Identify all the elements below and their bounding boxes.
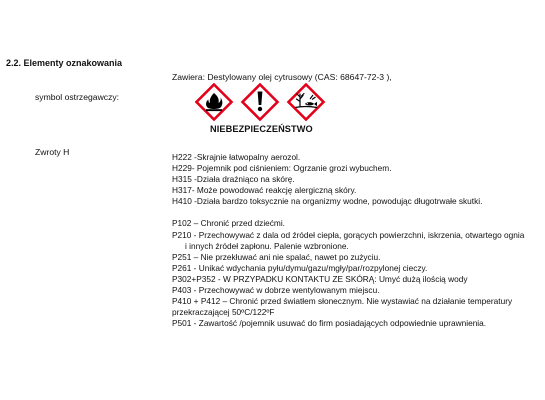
p-statement: P102 – Chronić przed dziećmi.: [172, 218, 285, 229]
ghs-pictograms: [195, 83, 335, 121]
signal-word: NIEBEZPIECZEŃSTWO: [210, 124, 313, 134]
p-statement: i innych źródeł zapłonu. Palenie wzbronione.: [185, 240, 349, 251]
flame-pictogram-icon: [197, 85, 232, 120]
h-statement: H229- Pojemnik pod ciśnieniem: Ogrzanie grozi wybuchem.: [172, 163, 392, 174]
p-statement: P251 – Nie przekłuwać ani nie spalać, nawet po zużyciu.: [172, 251, 381, 262]
p-statement: przekraczającej 50ºC/122ºF: [172, 307, 275, 318]
p-statement: P302+P352 - W PRZYPADKU KONTAKTU ZE SKÓRĄ: Umyć dużą ilością wody: [172, 273, 468, 284]
p-statement: P501 - Zawartość /pojemnik usuwać do firm posiadających odpowiednie uprawnienia.: [172, 318, 487, 329]
exclamation-pictogram-icon: [243, 85, 278, 120]
h-statement: H317- Może powodować reakcję alergiczną skóry.: [172, 185, 357, 196]
p-statement: P410 + P412 – Chronić przed światłem słonecznym. Nie wystawiać na działanie temperatury: [172, 296, 513, 307]
environment-pictogram-icon: [289, 85, 324, 120]
h-statement: H315 -Działa drażniąco na skórę.: [172, 174, 295, 185]
statements-block: [172, 152, 542, 329]
section-title: 2.2. Elementy oznakowania: [6, 58, 123, 68]
p-statement: P261 - Unikać wdychania pyłu/dymu/gazu/mgły/par/rozpylonej cieczy.: [172, 262, 428, 273]
h-statements-label: Zwroty H: [35, 147, 70, 157]
symbol-label: symbol ostrzegawczy:: [35, 92, 120, 102]
spacer: [172, 207, 542, 218]
h-statement: H222 -Skrajnie łatwopalny aerozol.: [172, 152, 301, 162]
composition-text: Zawiera: Destylowany olej cytrusowy (CAS: 68647-72-3 ),: [172, 72, 392, 82]
p-statement: P403 - Przechowywać w dobrze wentylowanym miejscu.: [172, 285, 380, 296]
h-statement: H410 -Działa bardzo toksycznie na organizmy wodne, powodując długotrwałe skutki.: [172, 196, 483, 207]
p-statement: P210 - Przechowywać z dala od źródeł ciepła, gorących powierzchni, iskrzenia, otwartego ognia: [172, 229, 525, 240]
